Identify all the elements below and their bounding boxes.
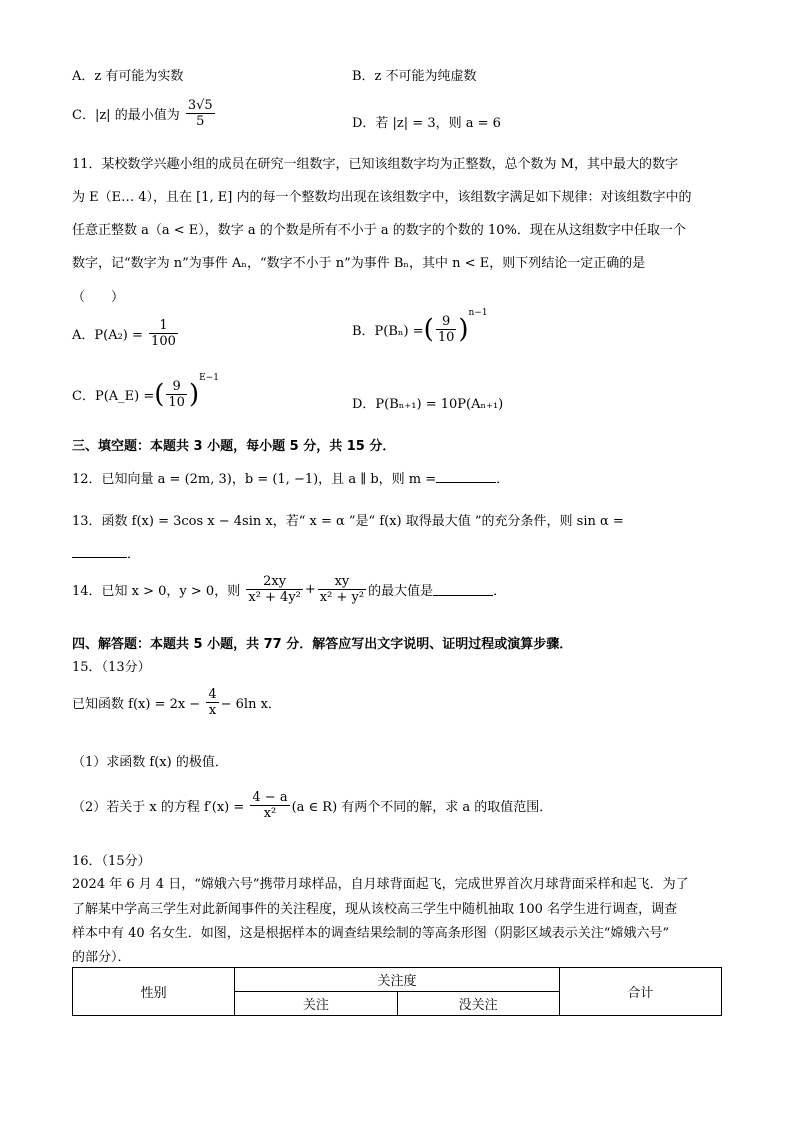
q10-option-c-text: C．|z| 的最小值为	[72, 108, 180, 123]
q11-option-c-text: C．P(A_E) =	[72, 389, 155, 404]
denominator: x² + 4y²	[248, 590, 301, 605]
denominator: x	[208, 703, 217, 718]
q15-header: 15．（13分）	[72, 660, 151, 675]
numerator: 9	[166, 379, 187, 395]
numerator: 3√5	[187, 98, 213, 113]
exponent: n−1	[468, 308, 488, 318]
q11-line-1: 11．某校数学兴趣小组的成员在研究一组数字，已知该组数字均为正整数，总个数为 M，其中最大的数字	[72, 157, 678, 172]
q16-header: 16．（15分）	[72, 854, 151, 869]
q15-stem	[72, 687, 281, 718]
table-header-gender: 性别	[73, 968, 235, 1016]
fraction	[318, 574, 366, 605]
q11-line-5: （ ）	[72, 290, 125, 305]
numerator: 2xy	[246, 574, 303, 590]
fraction	[186, 98, 215, 129]
q12: 12．已知向量 a = (2m, 3)，b = (1, −1)，且 a ∥ b，则 m = ．	[72, 472, 510, 487]
table-header-follow: 关注	[235, 992, 397, 1016]
q11-option-b-text: B．P(Bₙ) =	[352, 324, 424, 339]
fraction	[166, 379, 187, 410]
q11-line-3: 任意正整数 a（a < E），数字 a 的个数是所有不小于 a 的数字的个数的 10%．现在从这组数字中任取一个	[72, 223, 686, 238]
q14-prefix: 14．已知 x > 0，y > 0，则	[72, 584, 241, 599]
q11-line-4: 数字，记“数字为 n”为事件 Aₙ，“数字不小于 n”为事件 Bₙ，其中 n < E，则下列结论一定正确的是	[72, 256, 646, 271]
numerator: 9	[436, 314, 457, 330]
table-header-attention: 关注度	[235, 968, 560, 992]
q11-option-c: C．P(A_E) =( $\frac{9}{10}$ )$^{E-1}$	[72, 373, 219, 410]
q10-option-d: D．若 |z| = 3，则 a = 6	[352, 116, 501, 131]
q11-option-b: B．P(Bₙ) =( $\frac{9}{10}$ )$^{n-1}$	[352, 308, 488, 345]
q14-suffix: 的最大值是	[368, 584, 434, 599]
exponent: E−1	[199, 373, 219, 383]
q15-part-2-suffix: (a ∈ R) 有两个不同的解，求 a 的取值范围．	[291, 800, 553, 815]
section-3-heading: 三、填空题：本题共 3 小题，每小题 5 分，共 15 分．	[72, 439, 396, 454]
q11-line-2: 为 E（E… 4），且在 [1, E] 内的每一个整数均出现在该组数字中，该组数字满足如下规律：对该组数字中的	[72, 190, 692, 205]
denominator: 5	[196, 114, 205, 129]
denominator: x² + y²	[319, 590, 365, 605]
denominator: 10	[168, 395, 185, 410]
plus-sign: +	[304, 582, 316, 597]
q16-line-2: 了解某中学高三学生对此新闻事件的关注程度，现从该校高三学生中随机抽取 100 名学生进行调查，调查	[72, 902, 678, 917]
section-4-heading: 四、解答题：本题共 5 小题，共 77 分．解答应写出文字说明、证明过程或演算步骤．	[72, 637, 573, 652]
q16-line-1: 2024 年 6 月 4 日，“嫦娥六号”携带月球样品，自月球背面起飞，完成世界首次月球背面采样和起飞．为了	[72, 877, 689, 892]
q10-option-b: B．z 不可能为纯虚数	[352, 69, 477, 84]
q10-option-a: A．z 有可能为实数	[72, 69, 184, 84]
q13-line-2	[72, 543, 140, 562]
numerator: xy	[318, 574, 366, 590]
q10-option-c	[72, 98, 217, 129]
q15-stem-suffix: − 6ln x．	[220, 697, 281, 712]
fraction	[206, 687, 218, 718]
q11-option-a	[72, 318, 180, 349]
denominator: 100	[151, 334, 176, 349]
numerator: 1	[149, 318, 178, 334]
answer-blank	[436, 470, 496, 483]
q13-line-1: 13．函数 f(x) = 3cos x − 4sin x，若“ x = α ”是“ f(x) 取得最大值 ”的充分条件，则 sin α =	[72, 514, 624, 529]
table-header-not-follow: 没关注	[397, 992, 559, 1016]
q12-text: 12．已知向量 a = (2m, 3)，b = (1, −1)，且 a ∥ b，则 m =	[72, 472, 437, 487]
fraction	[436, 314, 457, 345]
fraction	[149, 318, 178, 349]
survey-table	[72, 967, 722, 1016]
q13-line-2-end: ．	[127, 547, 141, 562]
fraction	[250, 790, 289, 821]
q15-part-2	[72, 790, 552, 821]
q15-part-2-prefix: （2）若关于 x 的方程 f′(x) =	[72, 800, 245, 815]
q15-stem-prefix: 已知函数 f(x) = 2x −	[72, 697, 201, 712]
numerator: 4	[208, 687, 217, 702]
q11-option-a-text: A．P(A₂) =	[72, 328, 143, 343]
answer-blank	[433, 583, 493, 596]
table-header-total: 合计	[559, 968, 721, 1016]
answer-blank	[72, 545, 127, 558]
denominator: 10	[437, 330, 455, 345]
q16-line-3: 样本中有 40 名女生．如图，这是根据样本的调查结果绘制的等高条形图（阴影区域表示关注“嫦娥六号”	[72, 926, 670, 941]
denominator: x²	[263, 806, 277, 821]
q11-option-d: D．P(Bₙ₊₁) = 10P(Aₙ₊₁)	[352, 397, 504, 412]
q15-part-1: （1）求函数 f(x) 的极值．	[72, 755, 228, 770]
fraction	[246, 574, 303, 605]
q14: 14．已知 x > 0，y > 0，则 $\frac{2xy}{\text{x² + 4y²}}$ + $\frac{xy}{\text{x² + y²}}$ 的最大值是 ．	[72, 574, 507, 605]
q16-line-4: 的部分）．	[72, 950, 131, 965]
numerator: 4 − a	[252, 790, 288, 805]
